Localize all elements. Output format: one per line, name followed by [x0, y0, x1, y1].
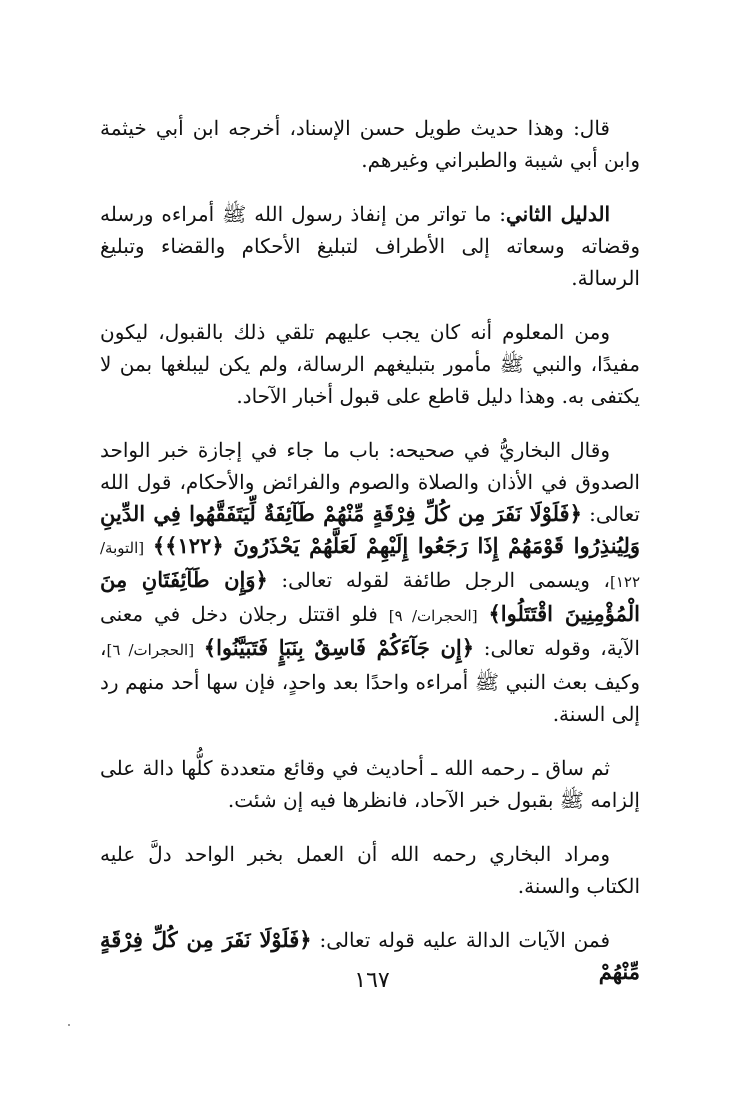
paragraph-4-part3: فلو اقتتل رجلان دخل في معنى الآية، وقوله تعالى: — [100, 602, 640, 660]
paragraph-3-text: ومن المعلوم أنه كان يجب عليهم تلقي ذلك بالقبول، ليكون مفيدًا، والنبي ﷺ مأمور بتبليغهم الرسالة، ولم يكن ليبلغها بمن لا يكتفى به. وهذا دليل قاطع على قبول أخبار الآحاد. — [100, 320, 640, 408]
verse-reference-2: [الحجرات/ ٩] — [388, 607, 478, 625]
paragraph-4 — [100, 434, 640, 730]
quran-verse-2: ﴿وَإِن طَآئِفَتَانِ مِنَ الْمُؤْمِنِينَ اقْتَتَلُوا﴾ — [100, 567, 640, 626]
scan-dot — [68, 1024, 70, 1026]
quran-verse-3: ﴿إِن جَآءَكُمْ فَاسِقٌ بِنَبَإٍ فَتَبَيَّنُوا﴾ — [203, 635, 475, 660]
verse-reference-1: [التوبة/ ١٢٢] — [100, 539, 640, 591]
paragraph-2-heading: الدليل الثاني — [506, 202, 611, 226]
quran-verse-4: ﴿فَلَوْلَا نَفَرَ مِن كُلِّ فِرْقَةٍ مِّنْهُمْ — [100, 927, 640, 984]
paragraph-1-text: قال: وهذا حديث طويل حسن الإسناد، أخرجه ابن أبي خيثمة وابن أبي شيبة والطبراني وغيرهم. — [100, 116, 640, 172]
paragraph-6-text: ومراد البخاري رحمه الله أن العمل بخبر الواحد دلَّ عليه الكتاب والسنة. — [100, 842, 640, 898]
page-number: ١٦٧ — [354, 968, 390, 993]
quran-verse-1: ﴿فَلَوْلَا نَفَرَ مِن كُلِّ فِرْقَةٍ مِّنْهُمْ طَآئِفَةٌ لِّيَتَفَقَّهُوا فِي الدِّينِ وَلِيُنذِرُوا قَوْمَهُمْ إِذَا رَجَعُوا إِلَيْهِمْ لَعَلَّهُمْ يَحْذَرُونَ ﴿١٢٢﴾﴾ — [100, 501, 640, 558]
paragraph-5 — [100, 752, 640, 816]
paragraph-6 — [100, 838, 640, 902]
paragraph-4-part1: وقال البخاريُّ في صحيحه: باب ما جاء في إجازة خبر الواحد الصدوق في الأذان والصلاة والصوم والفرائض والأحكام، قول الله تعالى: — [100, 438, 640, 526]
paragraph-1 — [100, 112, 640, 176]
paragraph-7-text: فمن الآيات الدالة عليه قوله تعالى: — [311, 928, 611, 952]
paragraph-4-part4: ، وكيف بعث النبي ﷺ أمراءه واحدًا بعد واحدٍ، فإن سها أحد منهم رد إلى السنة. — [100, 636, 640, 726]
paragraph-2 — [100, 198, 640, 294]
verse-reference-3: [الحجرات/ ٦] — [106, 641, 195, 659]
paragraph-5-text: ثم ساق ـ رحمه الله ـ أحاديث في وقائع متعددة كلُّها دالة على إلزامه ﷺ بقبول خبر الآحاد، فانظرها فيه إن شئت. — [100, 756, 640, 812]
paragraph-3 — [100, 316, 640, 412]
paragraph-2-text: : ما تواتر من إنفاذ رسول الله ﷺ أمراءه ورسله وقضاته وسعاته إلى الأطراف لتبليغ الأحكام والقضاء وتبليغ الرسالة. — [100, 202, 640, 290]
paragraph-4-part2: ، ويسمى الرجل طائفة لقوله تعالى: — [267, 568, 610, 592]
page-body — [100, 112, 640, 1010]
